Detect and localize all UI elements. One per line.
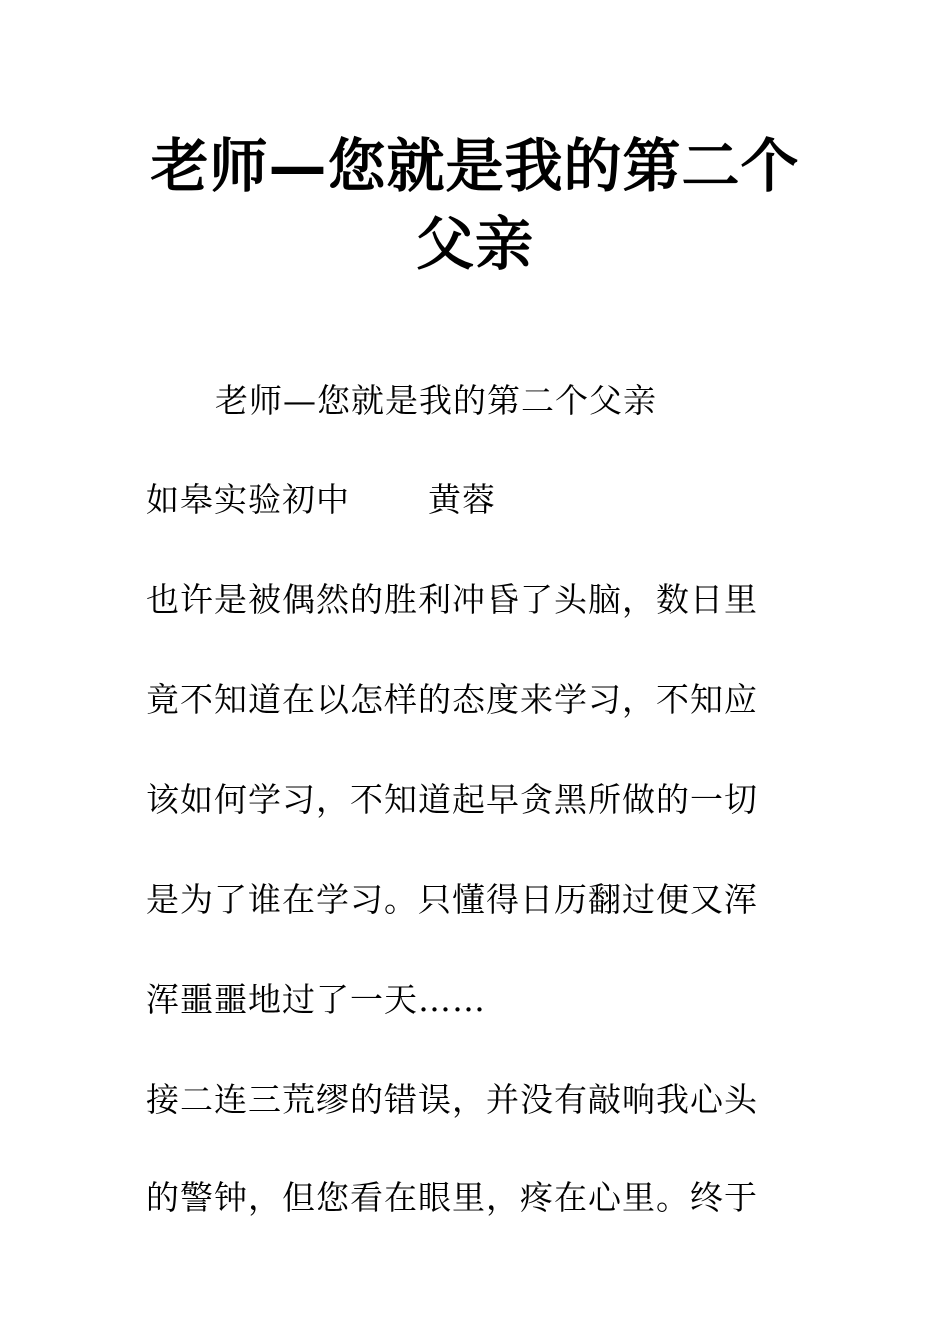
body-line-3: 该如何学习，不知道起早贪黑所做的一切 <box>146 780 758 819</box>
body-line-7: 的警钟，但您看在眼里，疼在心里。终于 <box>146 1178 758 1217</box>
body-line-6: 接二连三荒缪的错误，并没有敲响我心头 <box>146 1080 758 1119</box>
author-name: 黄蓉 <box>428 480 496 519</box>
body-line-4: 是为了谁在学习。只懂得日历翻过便又浑 <box>146 880 758 919</box>
document-title-line-2: 父亲 <box>415 210 534 278</box>
document-title-line-1: 老师—您就是我的第二个 <box>150 132 800 200</box>
author-organization: 如皋实验初中 <box>146 480 350 519</box>
body-line-1: 也许是被偶然的胜利冲昏了头脑，数日里 <box>146 580 758 619</box>
body-line-2: 竟不知道在以怎样的态度来学习，不知应 <box>146 680 758 719</box>
article-subtitle: 老师—您就是我的第二个父亲 <box>215 381 657 420</box>
body-line-5: 浑噩噩地过了一天…… <box>146 980 486 1019</box>
